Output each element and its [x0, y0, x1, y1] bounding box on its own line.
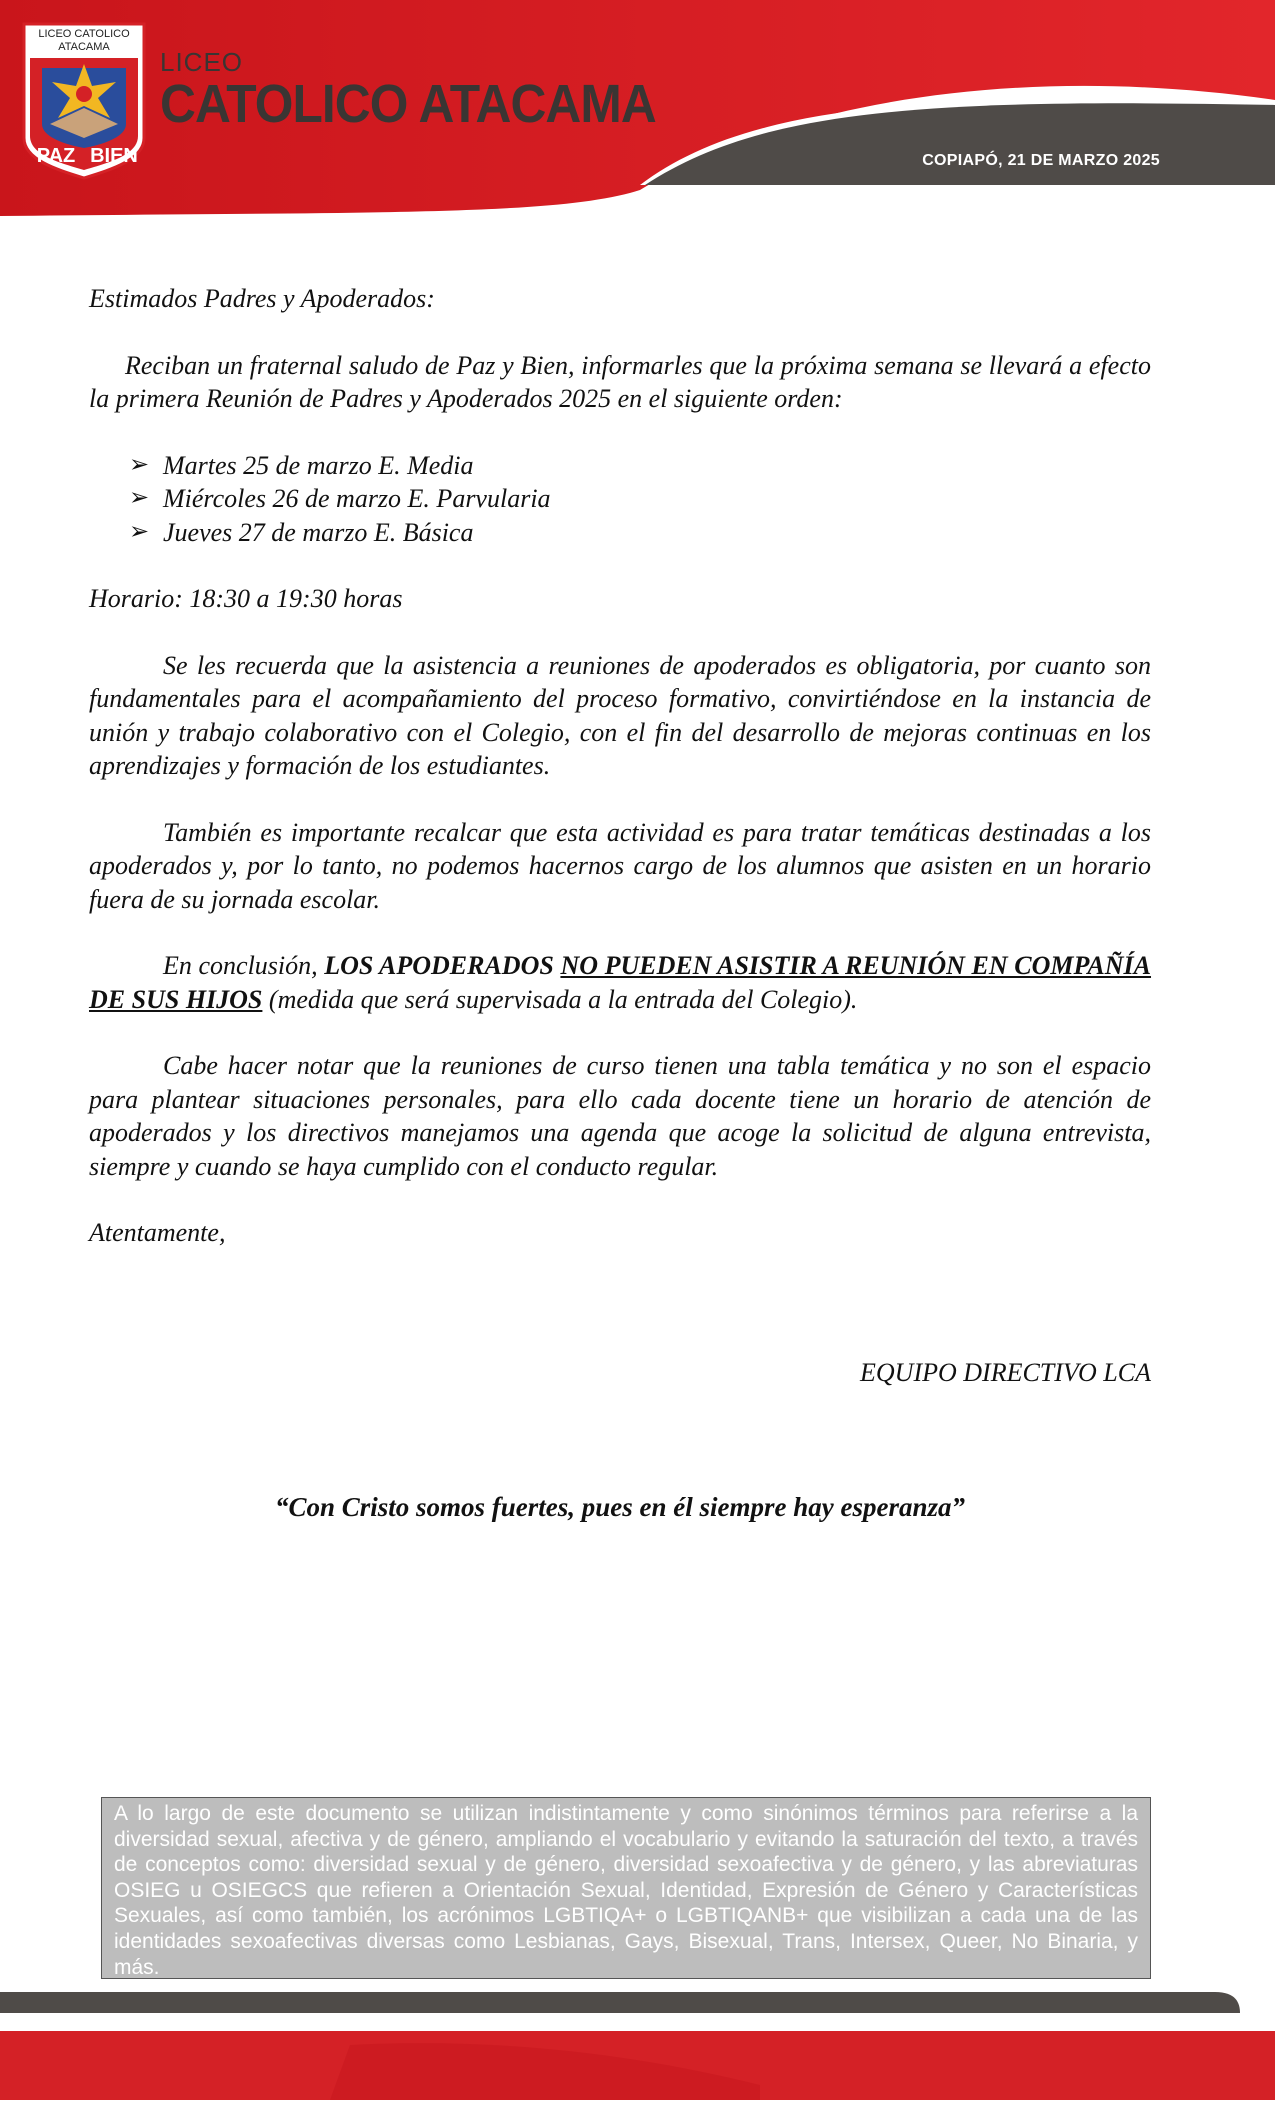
svg-text:BIEN: BIEN	[90, 145, 138, 167]
list-item: ➢ Miércoles 26 de marzo E. Parvularia	[129, 482, 1151, 516]
conclusion-paragraph: En conclusión, LOS APODERADOS NO PUEDEN ASISTIR A REUNIÓN EN COMPAÑÍA DE SUS HIJOS (medida que será supervisada a la entrada del Colegio).	[89, 951, 1152, 1014]
svg-text:LICEO CATOLICO: LICEO CATOLICO	[38, 28, 130, 40]
attendance-paragraph: Se les recuerda que la asistencia a reuniones de apoderados es obligatoria, por cuanto son fundamentales para el acompañamiento del proceso formativo, convirtiéndose en la instancia de unión y trabajo colaborativo con el Colegio, con el fin del desarrollo de mejoras continuas en los aprendizajes y formación de los estudiantes.	[89, 650, 1151, 780]
important-paragraph: También es importante recalcar que esta actividad es para tratar temáticas destinadas a los apoderados y, por lo tanto, no podemos hacernos cargo de los alumnos que asisten en un horario fuera de su jornada escolar.	[89, 817, 1151, 914]
closing: Atentamente,	[89, 1218, 226, 1247]
meeting-hours: Horario: 18:30 a 19:30 horas	[89, 584, 403, 613]
note-paragraph: Cabe hacer notar que la reuniones de curso tienen una tabla temática y no son el espacio para plantear situaciones personales, para ello cada docente tiene un horario de atención de apoderados y los directivos manejamos una agenda que acoge la solicitud de alguna entrevista, siempre y cuando se haya cumplido con el conducto regular.	[89, 1051, 1151, 1181]
diversity-notice-box: A lo largo de este documento se utilizan indistintamente y como sinónimos términos para referirse a la diversidad sexual, afectiva y de género, ampliando el vocabulario y evitando la saturación del texto, a través de conceptos como: diversidad sexual y de género, diversidad sexoafectiva y de género, y las abreviaturas OSIEG u OSIEGCS que refieren a Orientación Sexual, Identidad, Expresión de Género y Características Sexuales, así como también, los acrónimos LGBTIQA+ o LGBTIQANB+ que visibilizan a cada una de las identidades sexoafectivas diversas como Lesbianas, Gays, Bisexual, Trans, Intersex, Queer, No Binaria, y más.	[101, 1797, 1151, 1979]
conclusion-underlined: NO PUEDEN ASISTIR A REUNIÓN EN COMPAÑÍA DE SUS HIJOS	[89, 951, 1152, 1014]
letter-date: COPIAPÓ, 21 DE MARZO 2025	[922, 152, 1160, 169]
meeting-schedule-list	[89, 449, 1151, 550]
school-crest-logo	[20, 20, 148, 180]
svg-text:PAZ: PAZ	[36, 145, 76, 167]
salutation: Estimados Padres y Apoderados:	[89, 284, 435, 313]
intro-paragraph: Reciban un fraternal saludo de Paz y Bien, informarles que la próxima semana se llevará a efecto la primera Reunión de Padres y Apoderados 2025 en el siguiente orden:	[89, 350, 1151, 413]
svg-text:ATACAMA: ATACAMA	[58, 41, 110, 53]
conclusion-bold: LOS APODERADOS	[324, 951, 554, 980]
arrow-bullet-icon: ➢	[129, 451, 150, 478]
school-name-small: LICEO	[160, 47, 244, 77]
letterhead	[0, 0, 1275, 240]
arrow-bullet-icon: ➢	[129, 518, 150, 545]
letterhead-footer	[0, 1985, 1275, 2100]
motto-quote: “Con Cristo somos fuertes, pues en él siempre hay esperanza”	[274, 1492, 966, 1522]
list-item: ➢ Jueves 27 de marzo E. Básica	[129, 516, 1151, 550]
arrow-bullet-icon: ➢	[129, 485, 150, 511]
school-name-big: CATOLICO ATACAMA	[160, 74, 656, 134]
school-name	[160, 48, 699, 132]
letter-body	[89, 282, 1151, 1250]
signature: EQUIPO DIRECTIVO LCA	[860, 1358, 1151, 1387]
list-item: ➢ Martes 25 de marzo E. Media	[129, 449, 1151, 483]
